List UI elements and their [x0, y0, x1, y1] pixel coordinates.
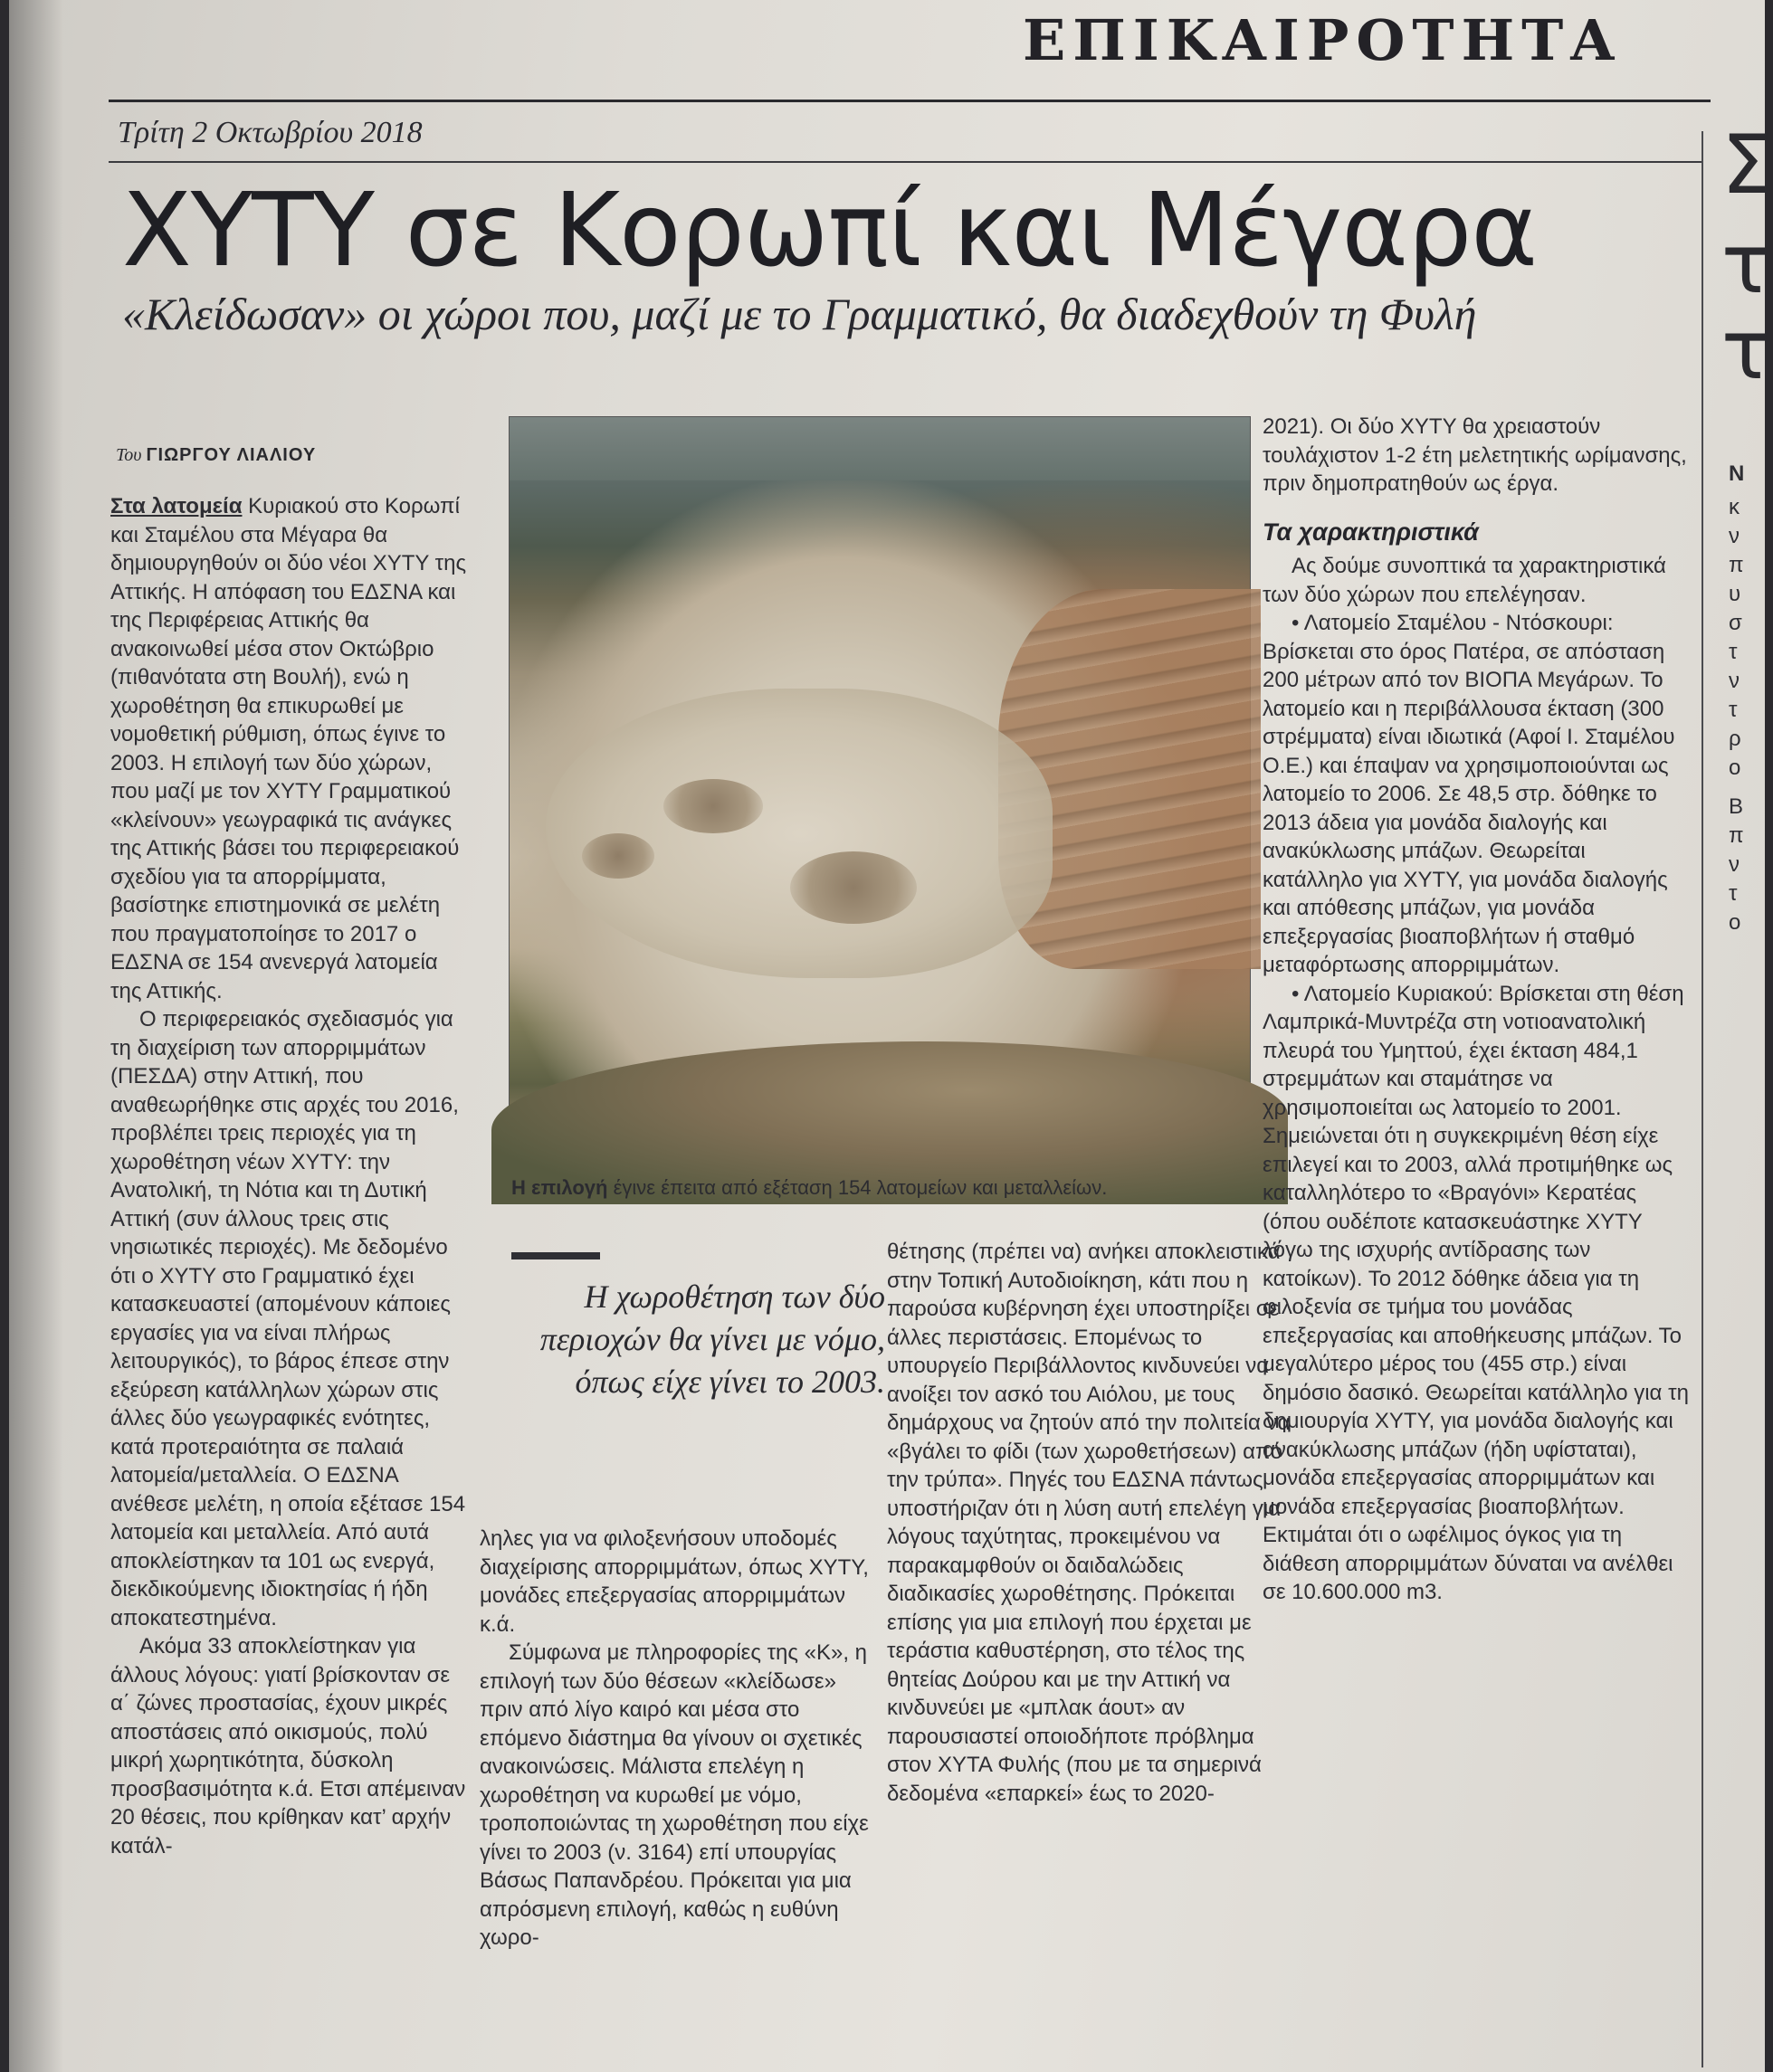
next-article-fragment: τ — [1729, 640, 1738, 664]
paragraph: • Λατομείο Κυριακού: Βρίσκεται στη θέση Λαμπρικά-Μυντρέζα στη νοτιοανατολική πλευρά του Υμηττού, έχει έκταση 484,1 στρεμμάτων και σταμάτησε να χρησιμοποιείται ως λατομείο το 2001. Σημειώνεται ότι η συγκεκριμένη θέση είχε επιλεγεί και το 2003, αλλά προτιμήθηκε ως καταλληλότερο το «Βραγόνι» Κερατέας (όπου ουδέποτε κατασκευάστηκε ΧΥΤΥ λόγω της ισχυρής αντίδρασης των κατοίκων). Το 2012 δόθηκε άδεια για τη φιλοξενία σε τμήμα του μονάδας επεξεργασίας και αποθήκευσης μπάζων. Το μεγαλύτερο μέρος του (455 στρ.) είναι δημόσιο δασικό. Θεωρείται κατάλληλο για τη δημιουργία ΧΥΤΥ, για μονάδα διαλογής και ανακύκλωσης μπάζων (ήδη υφίσταται), μονάδα επεξεργασίας απορριμμάτων και μονάδα επεξεργασίας βιοαποβλήτων. Εκτιμάται ότι ο ωφέλιμος όγκος για τη διάθεση απορριμμάτων δύναται να ανέλθει σε 10.600.000 m3. — [1263, 981, 1689, 1604]
next-article-fragment: σ — [1729, 611, 1742, 635]
byline-prefix: Του — [116, 445, 142, 465]
article-column-2 — [480, 1525, 883, 1953]
date-rule — [109, 161, 1702, 163]
paragraph: Ακόμα 33 αποκλείστηκαν για άλλους λόγους: γιατί βρίσκονταν σε α΄ ζώνες προστασίας, έχουν μικρές αποστάσεις από οικισμούς, πολύ μικρή χωρητικότητα, δύσκολη προσβασιμότητα κ.ά. Ετσι απέμειναν 20 θέσεις, που κρίθηκαν κατ’ αρχήν κατάλ- — [110, 1634, 466, 1858]
paragraph: Ο περιφερειακός σχεδιασμός για τη διαχείριση των απορριμμάτων (ΠΕΣΔΑ) στην Αττική, που αναθεωρήθηκε στις αρχές του 2016, προβλέπει τρεις περιοχές για τη χωροθέτηση νέων ΧΥΤΥ: την Ανατολική, τη Νότια και τη Δυτική Αττική (συν άλλους τρεις στις νησιωτικές περιοχές). Με δεδομένο ότι ο ΧΥΤΥ στο Γραμματικό έχει κατασκευαστεί (απομένουν κάποιες εργασίες για να είναι πλήρως λειτουργικός), το βάρος έπεσε στην εξεύρεση κατάλληλων χώρων στις άλλες δύο γεωγραφικές ενότητες, κατά προτεραιότητα σε παλαιά λατομεία/μεταλλεία. Ο ΕΔΣΝΑ ανέθεσε μελέτη, η οποία εξέτασε 154 λατομεία και μεταλλεία. Από αυτά αποκλείστηκαν τα 101 ως ενεργά, διεκδικούμενης ιδιοκτησίας ή ήδη αποκατεστημένα. — [110, 1007, 466, 1630]
paragraph: Σύμφωνα με πληροφορίες της «Κ», η επιλογή των δύο θέσεων «κλείδωσε» πριν από λίγο καιρό και μέσα στο επόμενο διάστημα θα γίνουν οι σχετικές ανακοινώσεις. Μάλιστα επελέγη η χωροθέτηση να κυρωθεί με νόμο, τροποποιώντας τη χωροθέτηση που είχε γίνει το 2003 (ν. 3164) επί υπουργίας Βάσως Παπανδρέου. Πρόκειται για μια απρόσμενη επιλογή, καθώς η ευθύνη χωρο- — [480, 1640, 869, 1950]
next-article-headline-fragment: Σ — [1721, 118, 1773, 213]
paragraph: 2021). Οι δύο ΧΥΤΥ θα χρειαστούν τουλάχιστον 1-2 έτη μελετητικής ωρίμανσης, πριν δημοπρατηθούν ως έργα. — [1263, 414, 1687, 496]
page-fold-shadow — [9, 0, 63, 2072]
paragraph: θέτησης (πρέπει να) ανήκει αποκλειστικά στην Τοπική Αυτοδιοίκηση, κάτι που η παρούσα κυβέρνηση έχει υποστηρίξει σε άλλες περιστάσεις. Επομένως το υπουργείο Περιβάλλοντος κινδυνεύει να ανοίξει τον ασκό του Αιόλου, με τους δημάρχους να ζητούν από την πολιτεία να «βγάλει το φίδι (των χωροθετήσεων) από την τρύπα». Πηγές του ΕΔΣΝΑ πάντως υποστήριζαν ότι η λύση αυτή επελέγη για λόγους ταχύτητας, προκειμένου να παρακαμφθούν οι δαιδαλώδεις διαδικασίες χωροθέτησης. Πρόκειται επίσης για μια επιλογή που έρχεται με τεράστια καθυστέρηση, στο τέλος της θητείας Δούρου και με την Αττική να κινδυνεύει με «μπλακ άουτ» αν παρουσιαστεί οποιοδήποτε πρόβλημα στον ΧΥΤΑ Φυλής (που με τα σημερινά δεδομένα «επαρκεί» έως το 2020- — [887, 1240, 1291, 1806]
next-article-fragment: Β — [1729, 794, 1744, 819]
dateline: Τρίτη 2 Οκτωβρίου 2018 — [118, 116, 423, 149]
paragraph: Ας δούμε συνοπτικά τα χαρακτηριστικά των δύο χώρων που επελέγησαν. — [1263, 554, 1666, 607]
next-article-fragment: ν — [1729, 852, 1740, 877]
next-article-fragment: ν — [1729, 524, 1740, 548]
column-divider — [1702, 131, 1703, 2067]
article-column-1 — [110, 492, 471, 1860]
pullquote-rule — [511, 1252, 600, 1259]
header-rule — [109, 100, 1711, 102]
next-article-fragment: ρ — [1729, 727, 1741, 751]
photo-sky — [510, 417, 1250, 480]
next-article-fragment: κ — [1729, 495, 1740, 519]
next-article-fragment: π — [1729, 553, 1744, 577]
newspaper-page — [9, 0, 1773, 2072]
next-article-fragment: τ — [1729, 698, 1738, 722]
next-article-fragment: υ — [1729, 582, 1741, 606]
lead-in: Στα λατομεία — [110, 494, 243, 518]
subheading: Τα χαρακτηριστικά — [1263, 518, 1479, 546]
section-title: ΕΠΙΚΑΙΡΟΤΗΤΑ — [1023, 7, 1622, 73]
photo-caption — [511, 1176, 1263, 1200]
next-article-fragment: τ — [1729, 881, 1738, 906]
byline — [116, 445, 478, 466]
caption-text: έγινε έπειτα από εξέταση 154 λατομείων και μεταλλείων. — [607, 1176, 1108, 1199]
pullquote: Η χωροθέτηση των δύο περιοχών θα γίνει με νόμο, όπως είχε γίνει το 2003. — [539, 1278, 885, 1400]
paragraph — [110, 492, 471, 1005]
byline-author: ΓΙΩΡΓΟΥ ΛΙΑΛΙΟΥ — [146, 445, 317, 465]
next-article-fragment: ο — [1729, 756, 1741, 780]
article-column-3 — [887, 1238, 1294, 1808]
paragraph: • Λατομείο Σταμέλου - Ντόσκουρι: Βρίσκεται στο όρος Πατέρα, σε απόσταση 200 μέτρων από τον ΒΙΟΠΑ Μεγάρων. Το λατομείο και η περιβάλλουσα έκταση (300 στρέμματα) είναι ιδιωτικά (Αφοί Ι. Σταμέλου Ο.Ε.) και έπαψαν να χρησιμοποιούνται ως λατομείο το 2006. Σε 48,5 στρ. δόθηκε το 2013 άδεια για μονάδα διαλογής και ανακύκλωσης μπάζων. Θεωρείται κατάλληλο για ΧΥΤΥ, για μονάδα διαλογής και απόθεσης μπάζων, για μονάδα επεξεργασίας βιοαποβλήτων ή σταθμό μεταφόρτωσης απορριμμάτων. — [1263, 611, 1675, 977]
paragraph: ληλες για να φιλοξενήσουν υποδομές διαχείρισης απορριμμάτων, όπως ΧΥΤΥ, μονάδες επεξεργασίας απορριμμάτων κ.ά. — [480, 1526, 869, 1637]
headline: ΧΥΤΥ σε Κορωπί και Μέγαρα — [122, 172, 1538, 290]
next-article-headline-fragment: τ — [1721, 217, 1771, 312]
photo-mound — [582, 833, 654, 879]
subtitle: «Κλείδωσαν» οι χώροι που, μαζί με το Γραμματικό, θα διαδεχθούν τη Φυλή — [122, 289, 1477, 339]
caption-label: Η επιλογή — [511, 1176, 608, 1199]
article-column-4 — [1263, 413, 1690, 1607]
quarry-photo — [509, 416, 1251, 1176]
photo-mound — [790, 851, 917, 924]
next-article-fragment: ο — [1729, 910, 1741, 935]
paragraph-text: Κυριακού στο Κορωπί και Σταμέλου στα Μέγαρα θα δημιουργηθούν οι δύο νέοι ΧΥΤΥ της Αττικής. Η απόφαση του ΕΔΣΝΑ και της Περιφέρειας Αττικής θα ανακοινωθεί μέσα στον Οκτώβριο (πιθανότατα στη Βουλή), ενώ η χωροθέτηση θα επικυρωθεί με νομοθετική ρύθμιση, όπως έγινε το 2003. Η επιλογή των δύο χώρων, που μαζί με τον ΧΥΤΥ Γραμματικού «κλείνουν» γεωγραφικά τις ανάγκες της Αττικής βάσει του περιφερειακού σχεδίου για τα απορρίμματα, βασίστηκε επιστημονικά σε μελέτη που πραγματοποίησε το 2017 ο ΕΔΣΝΑ σε 154 ανενεργά λατομεία της Αττικής. — [110, 494, 467, 1003]
photo-mound — [663, 779, 763, 833]
next-article-fragment: ν — [1729, 669, 1740, 693]
next-article-headline-fragment: τ — [1721, 303, 1771, 398]
next-article-fragment: Ν — [1729, 461, 1745, 486]
next-article-fragment: π — [1729, 823, 1744, 848]
